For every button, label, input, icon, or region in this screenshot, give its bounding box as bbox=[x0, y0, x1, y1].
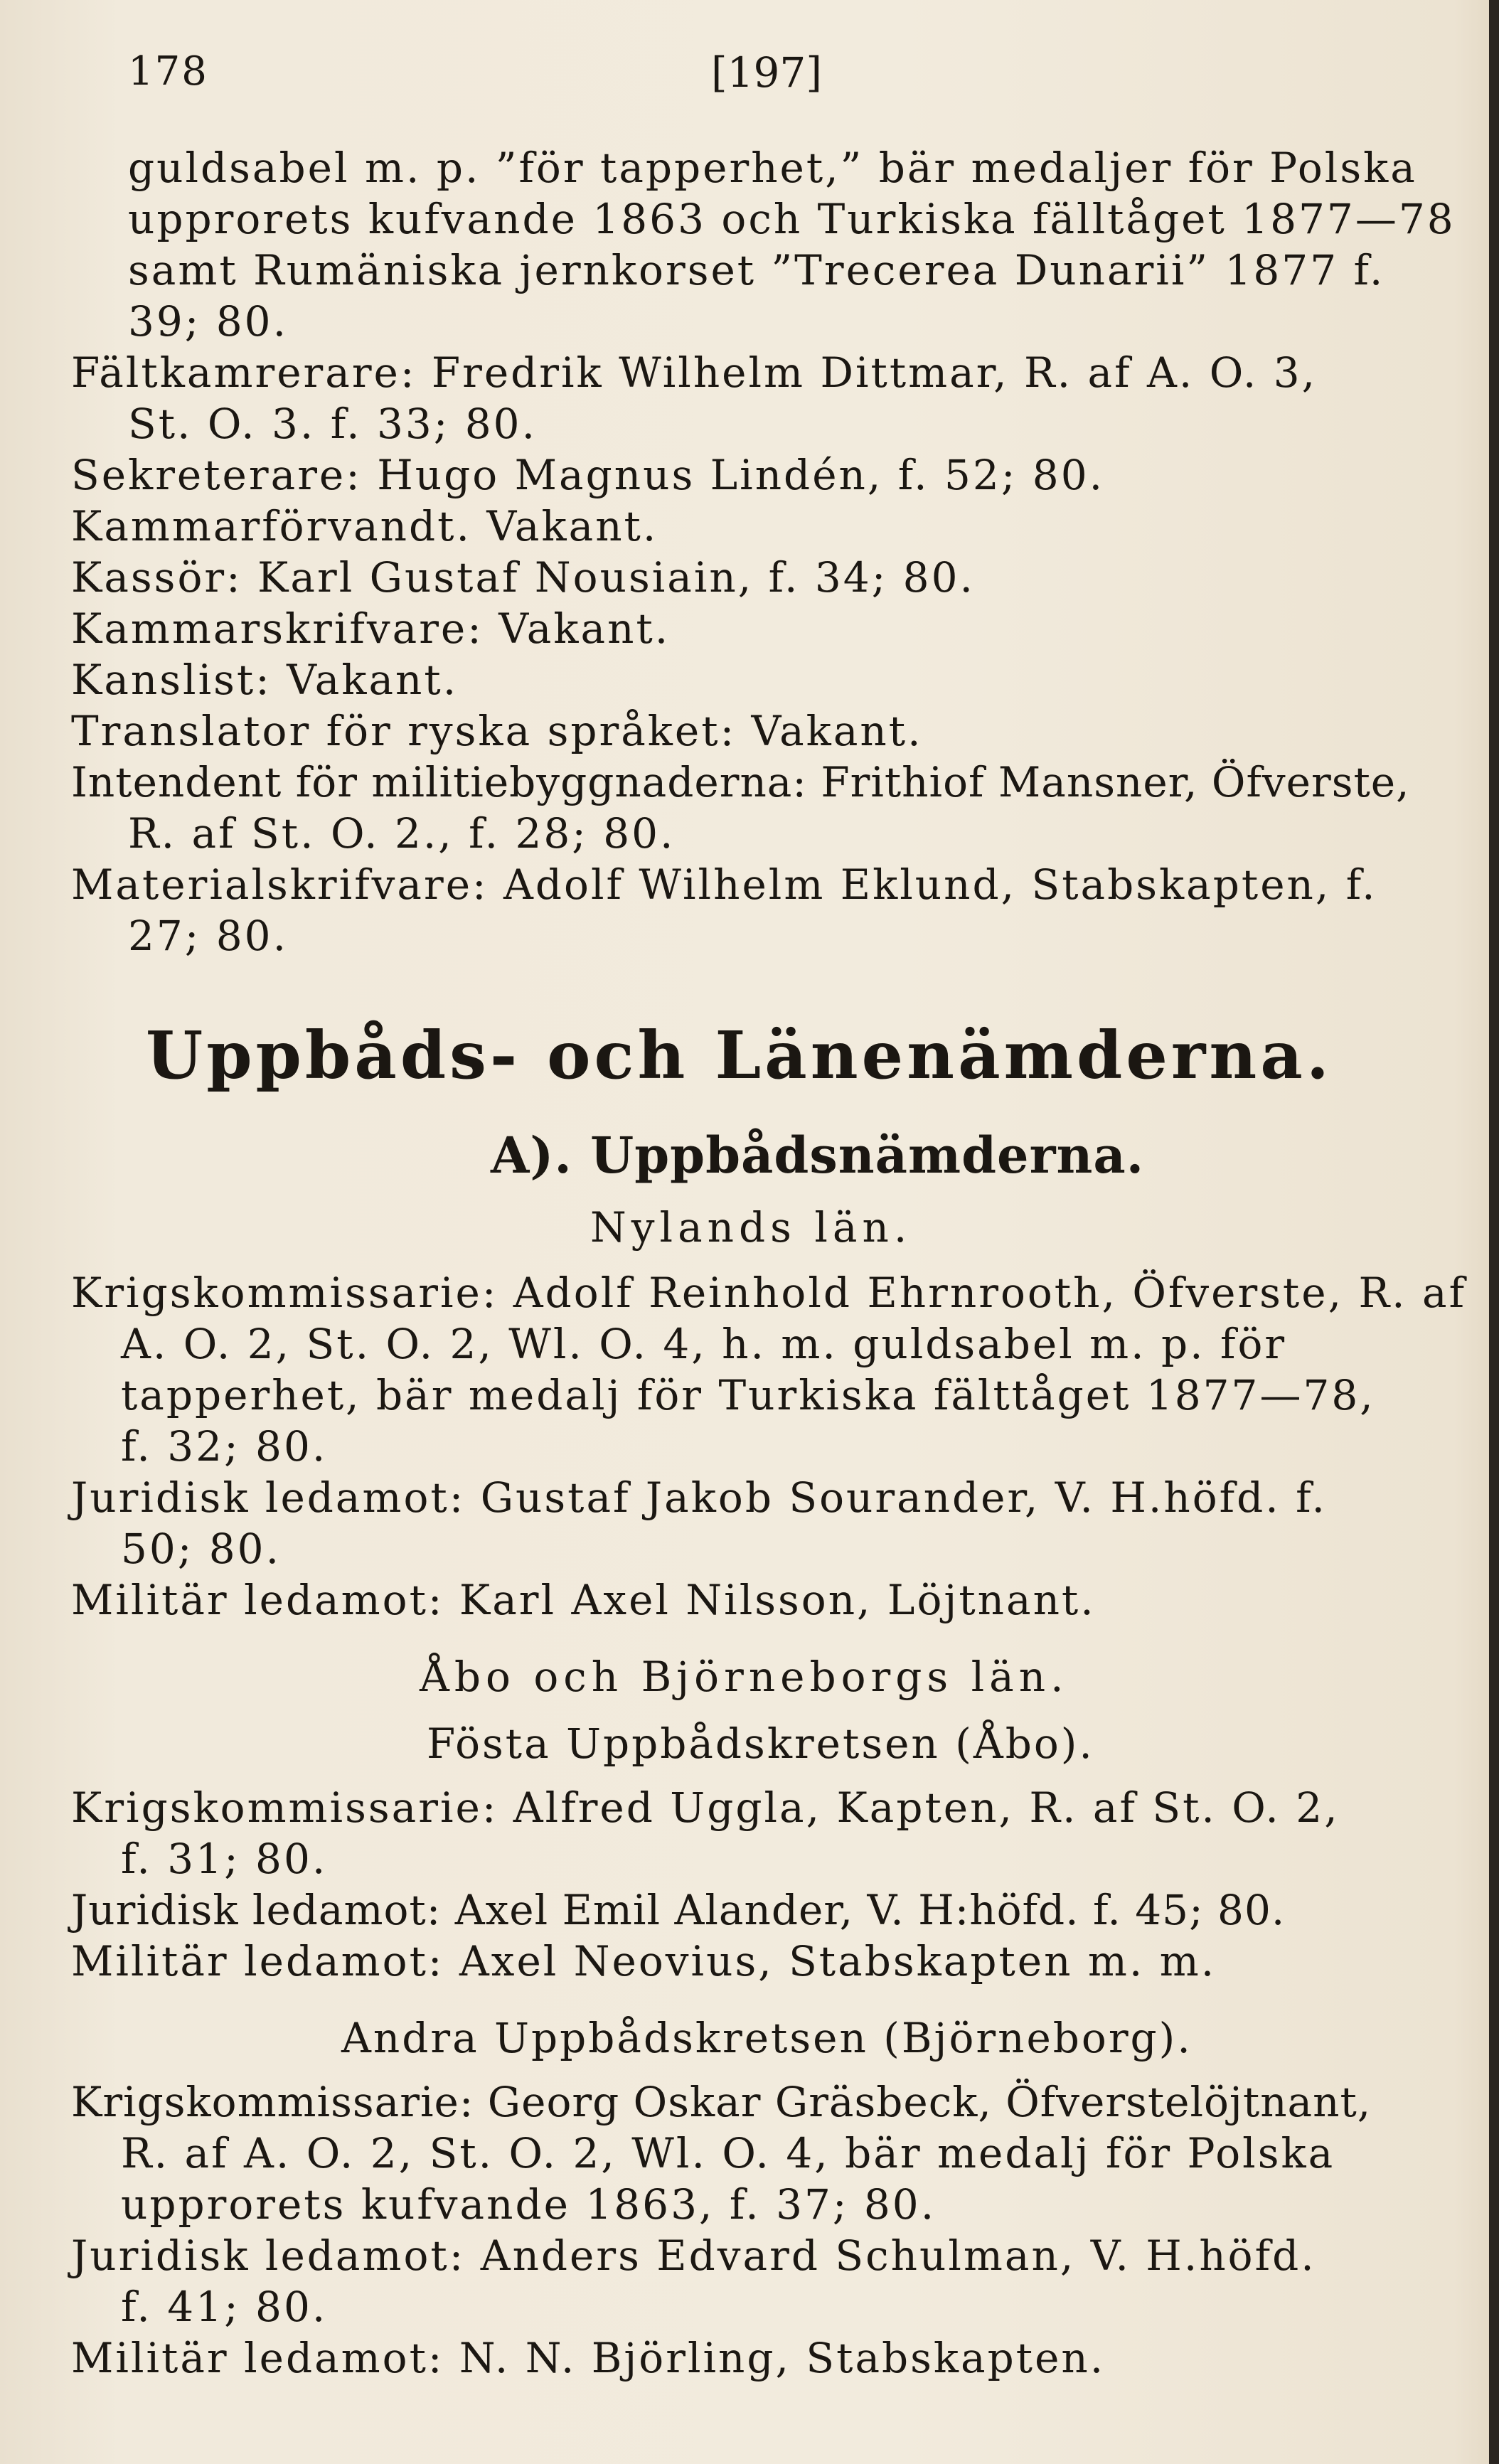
text-line: 39; 80. bbox=[128, 297, 289, 346]
text-line: Translator för ryska språket: Vakant. bbox=[71, 707, 923, 755]
text-line: Militär ledamot: Karl Axel Nilsson, Löjtnant. bbox=[71, 1576, 1096, 1624]
district-heading: Fösta Uppbådskretsen (Åbo). bbox=[427, 1719, 1094, 1768]
text-line: Militär ledamot: Axel Neovius, Stabskapten m. m. bbox=[71, 1937, 1217, 1985]
text-line: upprorets kufvande 1863 och Turkiska fälltåget 1877—78 bbox=[128, 195, 1456, 243]
text-line: Juridisk ledamot: Axel Emil Alander, V. H:höfd. f. 45; 80. bbox=[71, 1886, 1286, 1934]
text-line: Krigskommissarie: Georg Oskar Gräsbeck, Öfverstelöjtnant, bbox=[71, 2078, 1372, 2126]
text-line: R. af St. O. 2., f. 28; 80. bbox=[128, 809, 676, 858]
text-line: A. O. 2, St. O. 2, Wl. O. 4, h. m. guldsabel m. p. för bbox=[121, 1320, 1287, 1368]
text-line: 50; 80. bbox=[121, 1525, 282, 1573]
text-line: Krigskommissarie: Adolf Reinhold Ehrnrooth, Öfverste, R. af bbox=[71, 1269, 1467, 1317]
text-line: f. 32; 80. bbox=[121, 1422, 328, 1471]
text-line: Fältkamrerare: Fredrik Wilhelm Dittmar, R. af A. O. 3, bbox=[71, 348, 1318, 397]
page-header bbox=[128, 43, 1465, 107]
page-number: 178 bbox=[128, 48, 208, 95]
text-line: Intendent för militiebyggnaderna: Frithiof Mansner, Öfverste, bbox=[71, 758, 1410, 806]
text-line: St. O. 3. f. 33; 80. bbox=[128, 400, 538, 448]
text-line: guldsabel m. p. ”för tapperhet,” bär medaljer för Polska bbox=[128, 144, 1417, 192]
text-line: f. 31; 80. bbox=[121, 1835, 328, 1883]
text-line: upprorets kufvande 1863, f. 37; 80. bbox=[121, 2180, 937, 2229]
text-line: Militär ledamot: N. N. Björling, Stabskapten. bbox=[71, 2334, 1106, 2382]
text-line: tapperhet, bär medalj för Turkiska fälttåget 1877—78, bbox=[121, 1371, 1375, 1419]
text-line: Juridisk ledamot: Gustaf Jakob Sourander, V. H.höfd. f. bbox=[71, 1473, 1327, 1522]
district-heading: Andra Uppbådskretsen (Björneborg). bbox=[341, 2014, 1193, 2062]
text-line: f. 41; 80. bbox=[121, 2283, 328, 2331]
sheet-number: [197] bbox=[711, 48, 822, 97]
county-heading: Åbo och Björneborgs län. bbox=[420, 1653, 1069, 1701]
county-heading: Nylands län. bbox=[590, 1203, 912, 1252]
section-title: Uppbåds- och Länenämderna. bbox=[146, 1017, 1333, 1094]
text-line: 27; 80. bbox=[128, 912, 289, 960]
text-line: Kammarförvandt. Vakant. bbox=[71, 502, 658, 550]
text-line: samt Rumäniska jernkorset ”Trecerea Dunarii” 1877 f. bbox=[128, 246, 1385, 294]
text-line: Krigskommissarie: Alfred Uggla, Kapten, R. af St. O. 2, bbox=[71, 1783, 1340, 1832]
section-subtitle: A). Uppbådsnämderna. bbox=[491, 1126, 1145, 1185]
text-line: Materialskrifvare: Adolf Wilhelm Eklund, Stabskapten, f. bbox=[71, 860, 1377, 909]
text-line: Juridisk ledamot: Anders Edvard Schulman, V. H.höfd. bbox=[71, 2231, 1316, 2280]
text-line: Sekreterare: Hugo Magnus Lindén, f. 52; 80. bbox=[71, 451, 1105, 499]
text-line: Kanslist: Vakant. bbox=[71, 656, 459, 704]
page-edge-shadow bbox=[1489, 0, 1499, 2464]
text-line: Kammarskrifvare: Vakant. bbox=[71, 604, 671, 653]
text-line: Kassör: Karl Gustaf Nousiain, f. 34; 80. bbox=[71, 553, 975, 602]
text-line: R. af A. O. 2, St. O. 2, Wl. O. 4, bär medalj för Polska bbox=[121, 2129, 1335, 2177]
